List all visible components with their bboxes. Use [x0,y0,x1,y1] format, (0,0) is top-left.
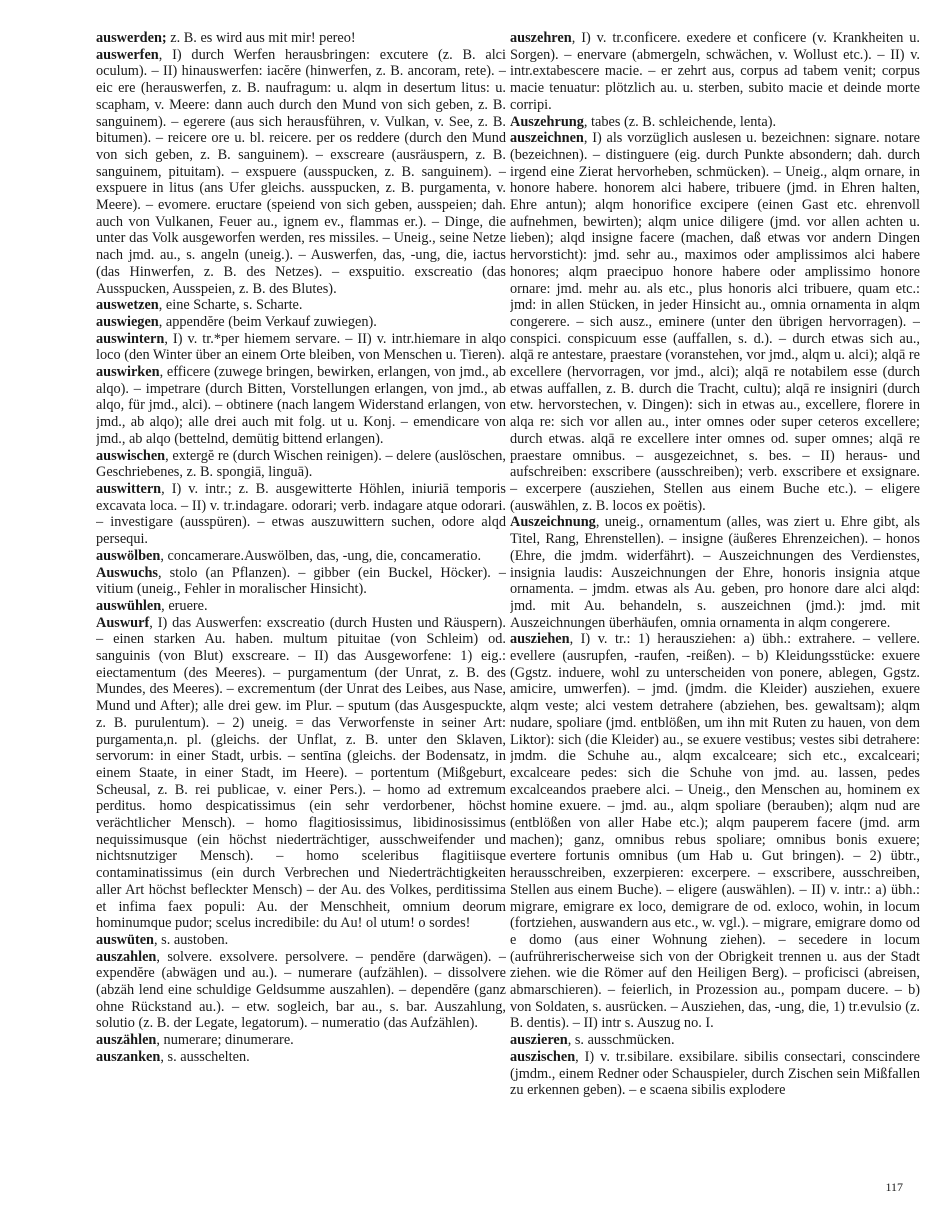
headword: auszeichnen [510,130,584,147]
dictionary-entry [96,297,506,314]
page-number: 117 [885,1180,903,1194]
headword: Auswurf [96,614,150,631]
dictionary-entry [96,448,506,481]
dictionary-entry [510,114,920,131]
entry-text: , I) durch Werfen herausbringen: excutere (z. B. alci oculum). – II) hinauswerfen: iacĕre (hinwerfen, z. B. ancoram, rete). – eic ere (herauswerfen, z. B. naufragum: u. alqm in desertum litus: u. scapham, v. Meere: dann auch durch den Mund von sich geben, z. B. sanguinem). – egerere (aus sich herausführen, v. Vulkan, v. See, z. B. bitumen). – reicere ore u. bl. reicere. per os reddere (durch den Mund von sich geben, z. B. sanguinem). – exscreare (ausräuspern, z. B. sanguinem, pituitam). – exspuere (ausspucken, z. B. sanguinem). – exspuere in litus (ans Ufer gleichs. ausspucken, z. B. purgamenta, v. Meere). – evomere. eructare (speiend von sich geben, ausspeien; dah. auch von Vulkanen, Feuer au., ignem ev., flammas er.). – Dinge, die unter das Volk ausgeworfen werden, res missiles. – Uneig., seine Netze nach jmd. au., s. angeln (uneig.). – Auswerfen, das, -ung, die, iactus (das Hinwerfen, z. B. des Netzes). – exspuitio. exscreatio (das Ausspucken, Ausspeien, z. B. des Blutes). [96,46,506,297]
headword: Auszeichnung [510,514,596,531]
dictionary-entry [96,364,506,448]
headword: auswölben [96,547,161,564]
dictionary-entry [96,481,506,548]
dictionary-entry [96,932,506,949]
dictionary-entry [96,1032,506,1049]
entry-text: , I) v. intr.; z. B. ausgewitterte Höhlen, iniuriā temporis excavata loca. – II) v. tr.indagare. odorari; verb. indagare atque odorari. – investigare (ausspüren). – etwas auszuwittern suchen, odore alqd persequi. [96,480,506,548]
headword: auswiegen [96,313,159,330]
headword: auswetzen [96,297,159,314]
dictionary-entry [96,1049,506,1066]
right-column [510,30,920,1180]
dictionary-entry [510,30,920,114]
entry-text: , numerare; dinumerare. [156,1032,294,1049]
entry-text: , s. ausschelten. [160,1048,250,1065]
headword: auszieren [510,1032,568,1049]
dictionary-entry [96,47,506,298]
entry-text: , uneig., ornamentum (alles, was ziert u. Ehre gibt, als Titel, Rang, Ehrenstellen). – insigne (äußeres Ehrenzeichen). – honos (Ehre, die jmdm. widerfährt). – Auszeichnungen des Verdienstes, insignia laudis: Auszeichnungen der Ehre, honoris insignia atque ornamenta. – jmdm. etwas als Au. geben, pro honore dare alci alqd: jmd. mit Au. behandeln, s. auszeichnen (jmd.): jmd. mit Auszeichnungen überhäufen, omnia ornamenta in alqm congerere. [510,514,920,631]
headword: auszahlen [96,948,157,965]
dictionary-entry [510,1032,920,1049]
headword: auswintern [96,330,165,347]
headword: auswühlen [96,597,162,614]
headword: auszählen [96,1032,157,1049]
headword: Auszehrung [510,113,584,130]
entry-text: , I) das Auswerfen: exscreatio (durch Husten und Räuspern). – einen starken Au. haben. multum pituitae (von Schleim) od. sanguinis (von Blut) exscreare. – II) das Ausgeworfene: 1) eig.: eiectamentum (des Meeres). – purgamentum (der Unrat, z. B. des Mundes, des Meeres). – excrementum (der Unrat des Leibes, aus Nase, Mund und After); alle drei gew. im Plur. – sputum (das Ausgespuckte, z. B. purulentum). – 2) uneig. = das Verworfenste in seiner Art: purgamenta,n. pl. (gleichs. der Unflat, z. B. unter den Sklaven, servorum: in einer Stadt, urbis. – sentīna (gleichs. der Bodensatz, in einem Staate, in einer Stadt, im Heere). – portentum (Mißgeburt, Scheusal, z. B. rei publicae, v. einer Pers.). – homo ad extremum perditus. homo despicatissimus (ein sehr verdorbener, höchst verächtlicher Mensch). – homo flagitiosissimus, libidinosissimus nequissimusque (ein höchst niederträchtiger, ausschweifender und nichtsnutziger Mensch). – homo sceleribus flagitiisque contaminatissimus (ein durch Verbrechen und Niederträchtigkeiten aller Art höchst befleckter Mensch) – der Au. des Volkes, perditissima et infima faex populi: Au. der Menschheit, omnium deorum hominumque pudor; scelus incredibile: du Au! ol utum! o sordes! [96,614,506,932]
headword: ausziehen [510,631,570,648]
headword: auswerden; [96,30,167,46]
dictionary-entry [96,548,506,565]
entry-text: z. B. es wird aus mit mir! pereo! [166,30,356,46]
dictionary-entry [510,514,920,631]
headword: Auswuchs [96,564,158,581]
entry-text: , I) v. tr.*per hiemem servare. – II) v. intr.hiemare in alqo loco (den Winter über an einem Orte bleiben, von Menschen u. Tieren). [96,330,506,364]
entry-text: , eruere. [161,597,208,614]
dictionary-entry [510,1049,920,1099]
entry-text: , solvere. exsolvere. persolvere. – pendĕre (darwägen). – expendĕre (abwägen und au.). – numerare (aufzählen). – dissolvere (abzäh lend eine schuldige Geldsumme auszahlen). – dependĕre (ganz ohne Rückstand au.). – etw. sogleich, bar au., s. bar. Auszahlung, solutio (z. B. der Legate, legatorum). – numeratio (das Aufzählen). [96,948,506,1032]
dictionary-entry [96,565,506,598]
entry-text: , efficere (zuwege bringen, bewirken, erlangen, von jmd., ab alqo). – impetrare (durch Bitten, Vorstellungen erlangen, von jmd., ab alqo, für jmd., alci). – obtinere (nach langem Widerstand erlangen, von jmd., ab alqo); alle drei auch mit folg. ut u. Konj. – emendicare von jmd., ab alqo (bettelnd, demütig bittend erlangen). [96,364,506,447]
entry-text: , eine Scharte, s. Scharte. [158,297,303,314]
headword: auszehren [510,30,572,46]
headword: auswittern [96,480,162,497]
entry-text: , I) v. tr.: 1) herausziehen: a) übh.: extrahere. – vellere. evellere (ausrupfen, -raufen, -reißen). – b) Kleidungsstücke: exuere (Ggstz. induere, wohl zu unterscheiden von ponere, ablegen, Ggstz. amicire, umwerfen). – jmd. (jmdm. die Kleider) ausziehen, exuere alqm veste; alci vestem detrahere (abziehen, bes. gewaltsam); alqm nudare, spoliare (jmd. entblößen, um ihn mit Ruten zu hauen, von dem Liktor): sich (die Kleider) au., se exuere vestibus; vestes sibi detrahere: jmdm. die Schuhe au., alqm excalceare; sich etc., excalceari; excalceare pedes: sich die Schuhe von jmd. au. lassen, pedes excalceandos praebere alci. – Uneig., den Menschen au, hominem ex homine exuere. – jmd. au., alqm spoliare (berauben); alqm nud are (entblößen von aller Habe etc.); alqm pauperem facere (jmd. arm machen); ganz, omnibus rebus spoliare; omnibus bonis exuere; evertere fortunis omnibus (um Hab u. Gut bringen). – 2) übtr., herausschreiben, exzerpieren: excerpere. – exscribere, ausschreiben, Stellen aus einem Buche). – eligere (auswählen). – II) v. intr.: a) übh.: migrare, emigrare ex loco, demigrare de od. exloco, wohin, in locum (fortziehen, auswandern aus etc., w. vgl.). – migrare, emigrare domo od e domo (aus einer Wohnung ziehen). – secedere in locum (aufrührerischerweise sich von der Obrigkeit trennen u. aus der Stadt ziehen. wie die Römer auf den Heiligen Berg). – proficisci (abreisen, abmarschieren). – feierlich, in Prozession au., pompam ducere. – b) von Soldaten, s. ausrücken. – Ausziehen, das, -ung, die, 1) tr.evulsio (z. B. dentis). – II) intr s. Auszug no. I. [510,631,920,1032]
entry-text: , I) v. tr.sibilare. exsibilare. sibilis consectari, conscindere (jmdm., einem Redner oder Schauspieler, durch Zischen sein Mißfallen zu erkennen geben). – e scaena sibilis explodere [510,1048,920,1099]
entry-text: , s. austoben. [154,931,229,948]
entry-text: , concamerare.Auswölben, das, -ung, die, concameratio. [160,547,482,564]
headword: auswirken [96,364,160,381]
headword: auszanken [96,1048,161,1065]
dictionary-entry [96,949,506,1033]
entry-text: , appendĕre (beim Verkauf zuwiegen). [158,313,377,330]
dictionary-entry [96,615,506,932]
entry-text: , s. ausschmücken. [567,1032,675,1049]
dictionary-entry [96,598,506,615]
dictionary-entry [96,331,506,364]
entry-text: , stolo (an Pflanzen). – gibber (ein Buckel, Höcker). – vitium (uneig., Fehler in moralischer Hinsicht). [96,564,506,598]
entry-text: , I) als vorzüglich auslesen u. bezeichnen: signare. notare (bezeichnen). – distinguere (eig. durch Punkte absondern; dah. durch irgend eine Zierat hervorheben, schmücken). – Uneig., alqm ornare, in honore habere. honorem alci habere, tribuere (jmd. in Ehren halten, Ehre antun); alqm honorifice excipere (einen Gast etc. ehrenvoll aufnehmen, bewirten); alqm unice diligere (jmd. vor allen achten u. lieben); alqd insigne facere (machen, daß etwas vor andern Dingen hervorsticht): jmd. sehr au., maximos oder amplissimos alci habere honores; alqm praecipuo honore habere oder amplissimo honore ornare: jmd. mehr au. als etc., plus honoris alci tribuere, quam etc.: jmd: in allen Stücken, in jeder Hinsicht au., omnia ornamenta in alqm congerere. – sich ausz., eminere (unter den übrigen hervorragen). – conspici. conspicuum esse (auffallen, s. d.). – durch etwas sich au., alqā re antestare, praestare (voranstehen, vor jmd., alqm u. alci); alqā re excellere (hervorragen, vor jmd., alci); alqā re notabilem esse (durch etwas auffallen, z. B. durch die Tracht, cultu); alqā re insigniri (durch etw. hervorstechen, v. Dingen): sich in etwas au., excellere, florere in alqa re: sich vor allen au., inter omnes oder super ceteros excellere; durch etwas. alqā re excellere inter omnes od. super omnes; alqā re praestare omnibus. – ausgezeichnet, s. bes. – II) heraus- und aufschreiben: exscribere (ausschreiben); verb. exscribere et exsignare. – excerpere (ausziehen, Stellen aus einem Buche etc.). – eligere (auswählen, z. B. locos ex poëtis). [510,130,920,514]
headword: auszischen [510,1048,576,1065]
dictionary-entry [510,631,920,1032]
dictionary-entry [96,30,506,47]
entry-text: , I) v. tr.conficere. exedere et conficere (v. Krankheiten u. Sorgen). – enervare (abmergeln, schwächen, v. Wollust etc.). – II) v. intr.extabescere macie. – er zehrt aus, corpus ad tabem venit; corpus macie tenuatur: plötzlich au. u. sterben, subito macie et deinde morte corripi. [510,30,920,113]
headword: auswischen [96,447,166,464]
entry-text: , tabes (z. B. schleichende, lenta). [583,113,777,130]
left-column [96,30,506,1180]
headword: auswüten [96,931,154,948]
dictionary-entry [510,130,920,514]
entry-text: , extergĕ re (durch Wischen reinigen). – delere (auslöschen, Geschriebenes, z. B. spongiā, linguā). [96,447,506,481]
dictionary-entry [96,314,506,331]
headword: auswerfen [96,46,159,63]
